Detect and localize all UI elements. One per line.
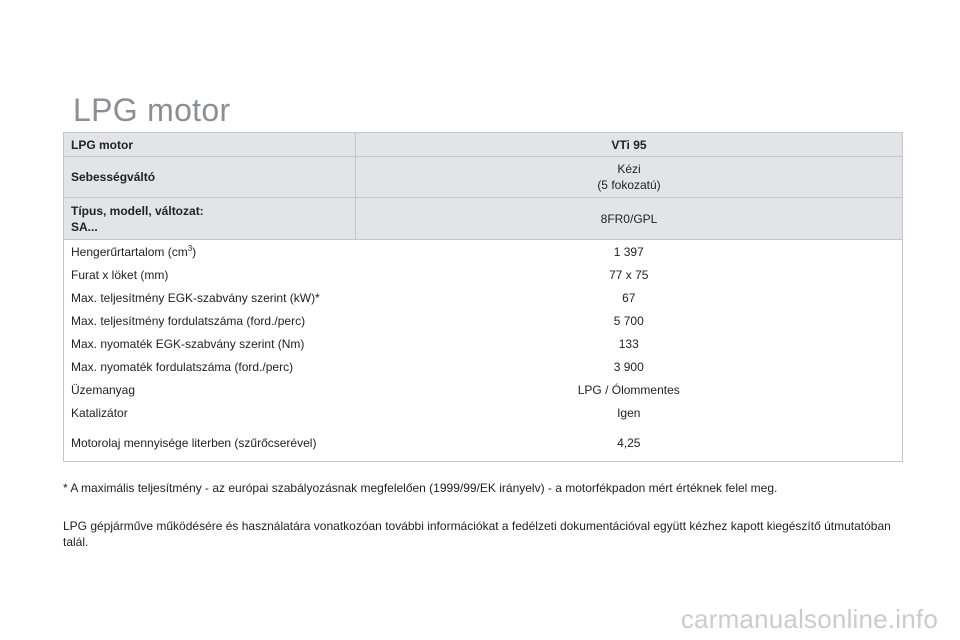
- row-label: Max. nyomaték fordulatszáma (ford./perc): [64, 356, 356, 379]
- row-value: 5 700: [356, 310, 903, 333]
- table-row: [64, 356, 903, 379]
- footnote: * A maximális teljesítmény - az európai szabályozásnak megfelelően (1999/99/EK irányelv) - a motorfékpadon mért értéknek felel meg.: [63, 481, 778, 495]
- header-value: VTi 95: [356, 133, 903, 157]
- type-value: 8FR0/GPL: [356, 198, 903, 240]
- type-label-line1: Típus, modell, változat:: [71, 203, 204, 218]
- row-label: Katalizátor: [64, 402, 356, 425]
- table-row: [64, 425, 903, 462]
- table-row: [64, 264, 903, 287]
- row-label: Furat x löket (mm): [64, 264, 356, 287]
- gearbox-value: [356, 157, 903, 198]
- page-title: LPG motor: [73, 92, 231, 128]
- type-label-line2: SA...: [71, 219, 98, 234]
- row-value: Igen: [356, 402, 903, 425]
- row-value: LPG / Ólommentes: [356, 379, 903, 402]
- watermark: carmanualsonline.info: [680, 604, 938, 634]
- table-row: [64, 402, 903, 425]
- row-label: Max. teljesítmény EGK-szabvány szerint (kW)*: [64, 287, 356, 310]
- table-header-row: [64, 133, 903, 157]
- row-label: Üzemanyag: [64, 379, 356, 402]
- row-label: Max. teljesítmény fordulatszáma (ford./perc): [64, 310, 356, 333]
- table-row: [64, 310, 903, 333]
- info-text: LPG gépjárműve működésére és használatára vonatkozóan további információkat a fedélzeti dokumentációval együtt kézhez kapott kiegészítő útmutatóban talál.: [63, 519, 891, 549]
- row-label: Motorolaj mennyisége literben (szűrőcserével): [64, 425, 356, 462]
- table-row: [64, 240, 903, 264]
- row-label: Max. nyomaték EGK-szabvány szerint (Nm): [64, 333, 356, 356]
- type-label: [64, 198, 356, 240]
- displacement-label: Hengerűrtartalom $(cm^3)$: [64, 240, 356, 264]
- row-value: 133: [356, 333, 903, 356]
- header-label: LPG motor: [64, 133, 356, 157]
- table-row: [64, 333, 903, 356]
- displacement-value: 1 397: [356, 240, 903, 264]
- gearbox-label: Sebességváltó: [64, 157, 356, 198]
- gearbox-value-line2: (5 fokozatú): [597, 178, 661, 192]
- table-row: [64, 287, 903, 310]
- gearbox-row: [64, 157, 903, 198]
- gearbox-value-line1: Kézi: [617, 162, 641, 176]
- row-value: 3 900: [356, 356, 903, 379]
- spec-table: [63, 132, 903, 462]
- row-value: 4,25: [356, 425, 903, 462]
- row-value: 77 x 75: [356, 264, 903, 287]
- row-value: 67: [356, 287, 903, 310]
- table-row: [64, 379, 903, 402]
- type-row: [64, 198, 903, 240]
